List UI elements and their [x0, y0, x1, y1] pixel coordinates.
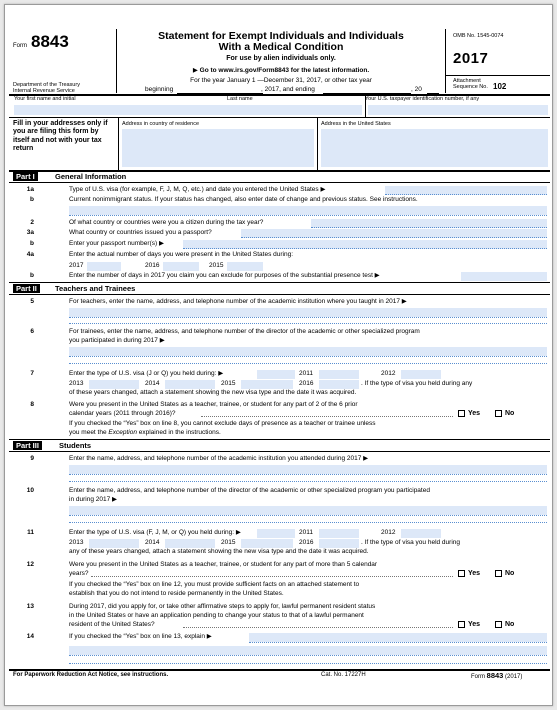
line-11-number: 11	[27, 529, 34, 536]
line-4a-2016-field[interactable]	[163, 262, 199, 271]
line-3b-text: Enter your passport number(s) ▶	[69, 240, 164, 247]
tax-year-line: For the year January 1 —December 31, 2017, or other tax year	[190, 77, 372, 84]
part2-label: Part II	[13, 284, 40, 293]
line-7-year-2014: 2014	[145, 380, 160, 387]
line-4b-text: Enter the number of days in 2017 you claim you can exclude for purposes of the substantial presence test ▶	[69, 272, 380, 279]
dept-treasury: Department of the Treasury	[13, 82, 80, 88]
line-12-text-2: years?	[69, 570, 89, 577]
line-11-field-2012[interactable]	[401, 529, 441, 538]
line-11-field-2016[interactable]	[319, 539, 359, 548]
line-12-yes-checkbox[interactable]	[458, 570, 465, 577]
comma-20-label: , 20	[411, 86, 422, 93]
line-8-text-4: you meet the Exception explained in the instructions.	[69, 429, 221, 436]
form-title-line1: Statement for Exempt Individuals and Individuals	[158, 30, 404, 42]
omb-number: OMB No. 1545-0074	[453, 33, 504, 39]
line-9-number: 9	[30, 455, 34, 462]
line-7-field-2011[interactable]	[319, 370, 359, 379]
line-14-field[interactable]	[249, 633, 547, 642]
line-8-yes-checkbox[interactable]	[458, 410, 465, 417]
footer-form-label: Form 8843 (2017)	[471, 671, 523, 680]
line-1a-text: Type of U.S. visa (for example, F, J, M, Q, etc.) and date you entered the United States ▶	[69, 186, 326, 193]
line-12-no-checkbox[interactable]	[495, 570, 502, 577]
line-3b-number: b	[30, 240, 34, 247]
line-5-text: For teachers, enter the name, address, and telephone number of the academic institution where you taught in 2017 ▶	[69, 298, 407, 305]
line-10-number: 10	[26, 487, 34, 494]
line-6-number: 6	[30, 328, 34, 335]
line-7-text-1: Enter the type of U.S. visa (J or Q) you held during: ▶	[69, 370, 224, 377]
line-7-field-2010[interactable]	[257, 370, 295, 379]
line-8-text-3: If you checked the “Yes” box on line 8, you cannot exclude days of presence as a teacher or trainee unless	[69, 420, 376, 427]
line-8-number: 8	[30, 401, 34, 408]
line-11-field-2011[interactable]	[319, 529, 359, 538]
us-address-label: Address in the United States	[321, 121, 391, 127]
line-14-text: If you checked the “Yes” box on line 13, explain ▶	[69, 633, 212, 640]
part2-title: Teachers and Trainees	[55, 284, 136, 293]
line-11-year-2013: 2013	[69, 539, 84, 546]
line-6-text-2: you participated in during 2017 ▶	[69, 337, 165, 344]
line-13-no-checkbox[interactable]	[495, 621, 502, 628]
line-11-year-2011: 2011	[299, 529, 313, 536]
line-10-text-1: Enter the name, address, and telephone number of the director of the academic or other specialized program you participated	[69, 487, 430, 494]
line-7-year-2016: 2016	[299, 380, 314, 387]
line-8-text-2: calendar years (2011 through 2016)?	[69, 410, 176, 417]
attachment-label: Attachment	[453, 78, 481, 84]
line-14-number: 14	[26, 633, 34, 640]
dept-irs: Internal Revenue Service	[13, 88, 75, 94]
form-title-line2: With a Medical Condition	[218, 41, 344, 53]
line-12-yes-label: Yes	[468, 570, 481, 577]
line-7-field-2015[interactable]	[241, 380, 293, 389]
line-2-number: 2	[30, 219, 34, 226]
line-4a-year-2017: 2017	[69, 262, 84, 269]
name-field[interactable]	[14, 105, 362, 115]
line-11-field-2013[interactable]	[89, 539, 139, 548]
line-13-text-2: in the United States or have an application pending to change your status to that of a lawful permanent	[69, 612, 364, 619]
line-7-field-2013[interactable]	[89, 380, 139, 389]
part3-label: Part III	[13, 441, 42, 450]
beginning-label: beginning	[145, 86, 174, 93]
catalog-number: Cat. No. 17227H	[321, 672, 366, 678]
line-7-number: 7	[30, 370, 34, 377]
line-11-year-2015: 2015	[221, 539, 236, 546]
line-4a-year-2016: 2016	[145, 262, 160, 269]
line-11-year-2014: 2014	[145, 539, 160, 546]
line-12-text-1: Were you present in the United States as a teacher, trainee, or student for any part of more than 5 calendar	[69, 561, 378, 568]
tax-year: 2017	[453, 50, 489, 67]
line-2-text: Of what country or countries were you a citizen during the tax year?	[69, 219, 264, 226]
line-1b-text: Current nonimmigrant status. If your status has changed, also enter date of change and previous status. See instructions.	[69, 196, 418, 203]
line-11-year-2012: 2012	[381, 529, 396, 536]
line-13-yes-checkbox[interactable]	[458, 621, 465, 628]
fill-in-addresses-note: Fill in your addresses only if you are filing this form by itself and not with your tax return	[13, 120, 108, 152]
line-7-field-2014[interactable]	[165, 380, 215, 389]
line-11-text-3: any of these years changed, attach a statement showing the new visa type and the date it was acquired.	[69, 548, 369, 555]
line-13-number: 13	[26, 603, 34, 610]
line-10-text-2: in during 2017 ▶	[69, 496, 118, 503]
line-13-yes-label: Yes	[468, 621, 481, 628]
line-12-no-label: No	[505, 570, 515, 577]
taxpayer-id-field[interactable]	[368, 105, 548, 115]
line-7-year-2012: 2012	[381, 370, 396, 377]
line-11-field-2015[interactable]	[241, 539, 293, 548]
line-12-number: 12	[26, 561, 34, 568]
line-9-field[interactable]	[69, 465, 547, 474]
line-11-text-1: Enter the type of U.S. visa (F, J, M, or Q) you held during: ▶	[69, 529, 241, 536]
line-11-text-2: . If the type of visa you held during	[361, 539, 461, 546]
line-7-year-2013: 2013	[69, 380, 84, 387]
line-6-text-1: For trainees, enter the name, address, and telephone number of the director of the academic or other specialized program	[69, 328, 420, 335]
line-12-text-3: If you checked the “Yes” box on line 12, you must provide sufficient facts on an attached statement to	[69, 581, 360, 588]
line-11-field-2010[interactable]	[257, 529, 295, 538]
line-13-text-3: resident of the United States?	[69, 621, 155, 628]
line-8-no-checkbox[interactable]	[495, 410, 502, 417]
first-name-label: Your first name and initial	[14, 96, 76, 102]
line-13-no-label: No	[505, 621, 515, 628]
part3-title: Students	[59, 441, 92, 450]
line-7-field-2012[interactable]	[401, 370, 441, 379]
line-3a-number: 3a	[26, 229, 34, 236]
taxpayer-id-label: Your U.S. taxpayer identification number, if any	[365, 96, 480, 102]
line-4b-number: b	[30, 272, 34, 279]
line-1b-number: b	[30, 196, 34, 203]
line-1a-number: 1a	[26, 186, 34, 193]
line-12-text-4: establish that you do not intend to reside permanently in the United States.	[69, 590, 284, 597]
line-5-number: 5	[30, 298, 34, 305]
goto-url[interactable]: ▶ Go to www.irs.gov/Form8843 for the latest information.	[192, 67, 370, 74]
and-ending-label: , 2017, and ending	[261, 86, 315, 93]
line-14-field-2[interactable]	[69, 646, 547, 655]
form-subtitle: For use by alien individuals only.	[226, 55, 336, 62]
form-8843-page	[4, 4, 553, 706]
line-3a-text: What country or countries issued you a passport?	[69, 229, 212, 236]
us-address-field[interactable]	[321, 129, 548, 167]
country-address-label: Address in country of residence	[122, 121, 200, 127]
line-7-text-2: . If the type of visa you held during any	[361, 380, 473, 387]
sequence-number: 102	[493, 82, 507, 91]
line-7-text-3: of these years changed, attach a statement showing the new visa type and the date it was acquired.	[69, 389, 357, 396]
line-1b-field[interactable]	[69, 206, 547, 215]
line-6-field[interactable]	[69, 347, 547, 356]
line-4b-field[interactable]	[461, 272, 547, 281]
paperwork-notice: For Paperwork Reduction Act Notice, see instructions.	[13, 672, 169, 678]
line-7-year-2011: 2011	[299, 370, 313, 377]
line-5-field-1[interactable]	[69, 308, 547, 317]
form-number: 8843	[31, 32, 69, 51]
line-4a-year-2015: 2015	[209, 262, 224, 269]
line-7-field-2016[interactable]	[319, 380, 359, 389]
line-8-yes-label: Yes	[468, 410, 481, 417]
line-4a-2015-field[interactable]	[227, 262, 263, 271]
line-11-field-2014[interactable]	[165, 539, 215, 548]
line-8-text-1: Were you present in the United States as a teacher, trainee, or student for any part of 2 of the 6 prior	[69, 401, 358, 408]
line-4a-text: Enter the actual number of days you were present in the United States during:	[69, 251, 294, 258]
line-8-no-label: No	[505, 410, 515, 417]
part1-label: Part I	[13, 172, 38, 181]
line-4a-2017-field[interactable]	[87, 262, 121, 271]
last-name-label: Last name	[227, 96, 253, 102]
country-address-field[interactable]	[122, 129, 314, 167]
line-4a-number: 4a	[26, 251, 34, 258]
line-10-field[interactable]	[69, 506, 547, 515]
form-label: Form	[13, 43, 27, 49]
part1-title: General Information	[55, 172, 127, 181]
line-11-year-2016: 2016	[299, 539, 314, 546]
line-7-year-2015: 2015	[221, 380, 236, 387]
line-13-text-1: During 2017, did you apply for, or take other affirmative steps to apply for, lawful permanent resident status	[69, 603, 376, 610]
sequence-label: Sequence No.	[453, 84, 488, 90]
line-9-text: Enter the name, address, and telephone number of the academic institution you attended during 2017 ▶	[69, 455, 369, 462]
